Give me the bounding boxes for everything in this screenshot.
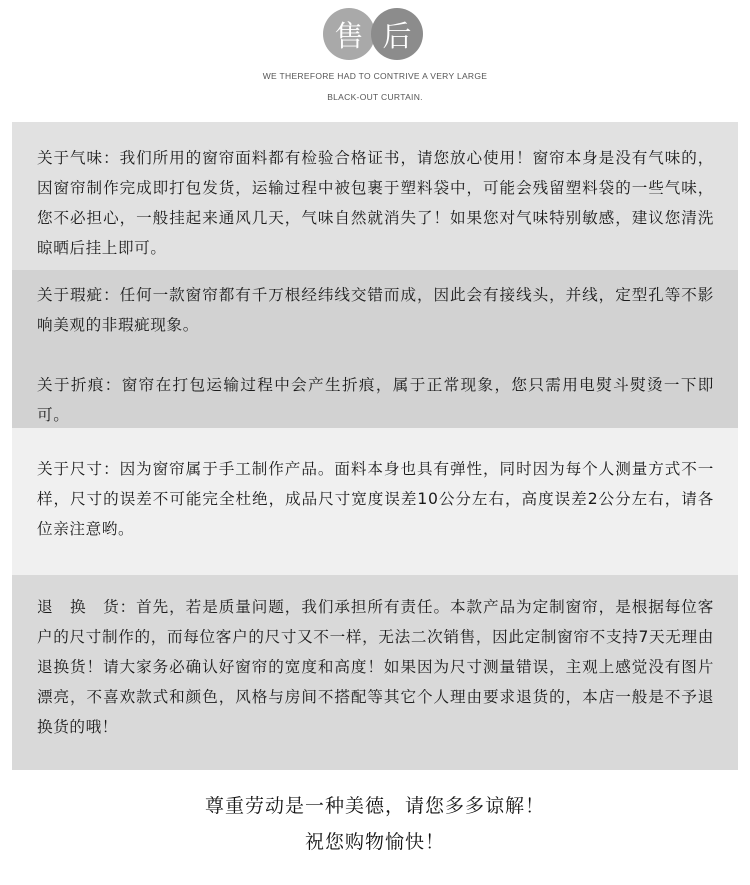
title-badge [323,8,427,62]
section-odor [12,122,738,270]
header [0,0,750,112]
odor-text: 关于气味：我们所用的窗帘面料都有检验合格证书，请您放心使用！窗帘本身是没有气味的，因窗帘制作完成即打包发货，运输过程中被包裹于塑料袋中，可能会残留塑料袋的一些气味，您不必担心，一般挂起来通风几天，气味自然就消失了！如果您对气味特别敏感，建议您清洗晾晒后挂上即可。 [37,149,714,257]
title-char-2: 后 [371,8,423,60]
subtitle-line-2: BLACK-OUT CURTAIN. [327,92,423,102]
section-flaws-creases [12,270,738,428]
creases-text: 关于折痕：窗帘在打包运输过程中会产生折痕，属于正常现象，您只需用电熨斗熨烫一下即可。 [37,376,714,424]
title-char-1: 售 [323,8,375,60]
returns-text: 退 换 货：首先，若是质量问题，我们承担所有责任。本款产品为定制窗帘，是根据每位客户的尺寸制作的，而每位客户的尺寸又不一样，无法二次销售，因此定制窗帘不支持7天无理由退换货！请大家务必确认好窗帘的宽度和高度！如果因为尺寸测量错误，主观上感觉没有图片漂亮，不喜欢款式和颜色，风格与房间不搭配等其它个人理由要求退货的，本店一般是不予退换货的哦！ [37,598,714,736]
section-returns [12,575,738,770]
closing-line-2: 祝您购物愉快！ [304,831,445,853]
section-size [12,428,738,575]
closing-line-1: 尊重劳动是一种美德，请您多多谅解！ [204,795,545,817]
flaws-text: 关于瑕疵：任何一款窗帘都有千万根经纬线交错而成，因此会有接线头，并线，定型孔等不影响美观的非瑕疵现象。 [37,286,714,334]
size-text: 关于尺寸：因为窗帘属于手工制作产品。面料本身也具有弹性，同时因为每个人测量方式不一样，尺寸的误差不可能完全杜绝，成品尺寸宽度误差10公分左右，高度误差2公分左右，请各位亲注意哟。 [37,460,714,538]
subtitle-line-1: WE THEREFORE HAD TO CONTRIVE A VERY LARGE [262,71,488,81]
